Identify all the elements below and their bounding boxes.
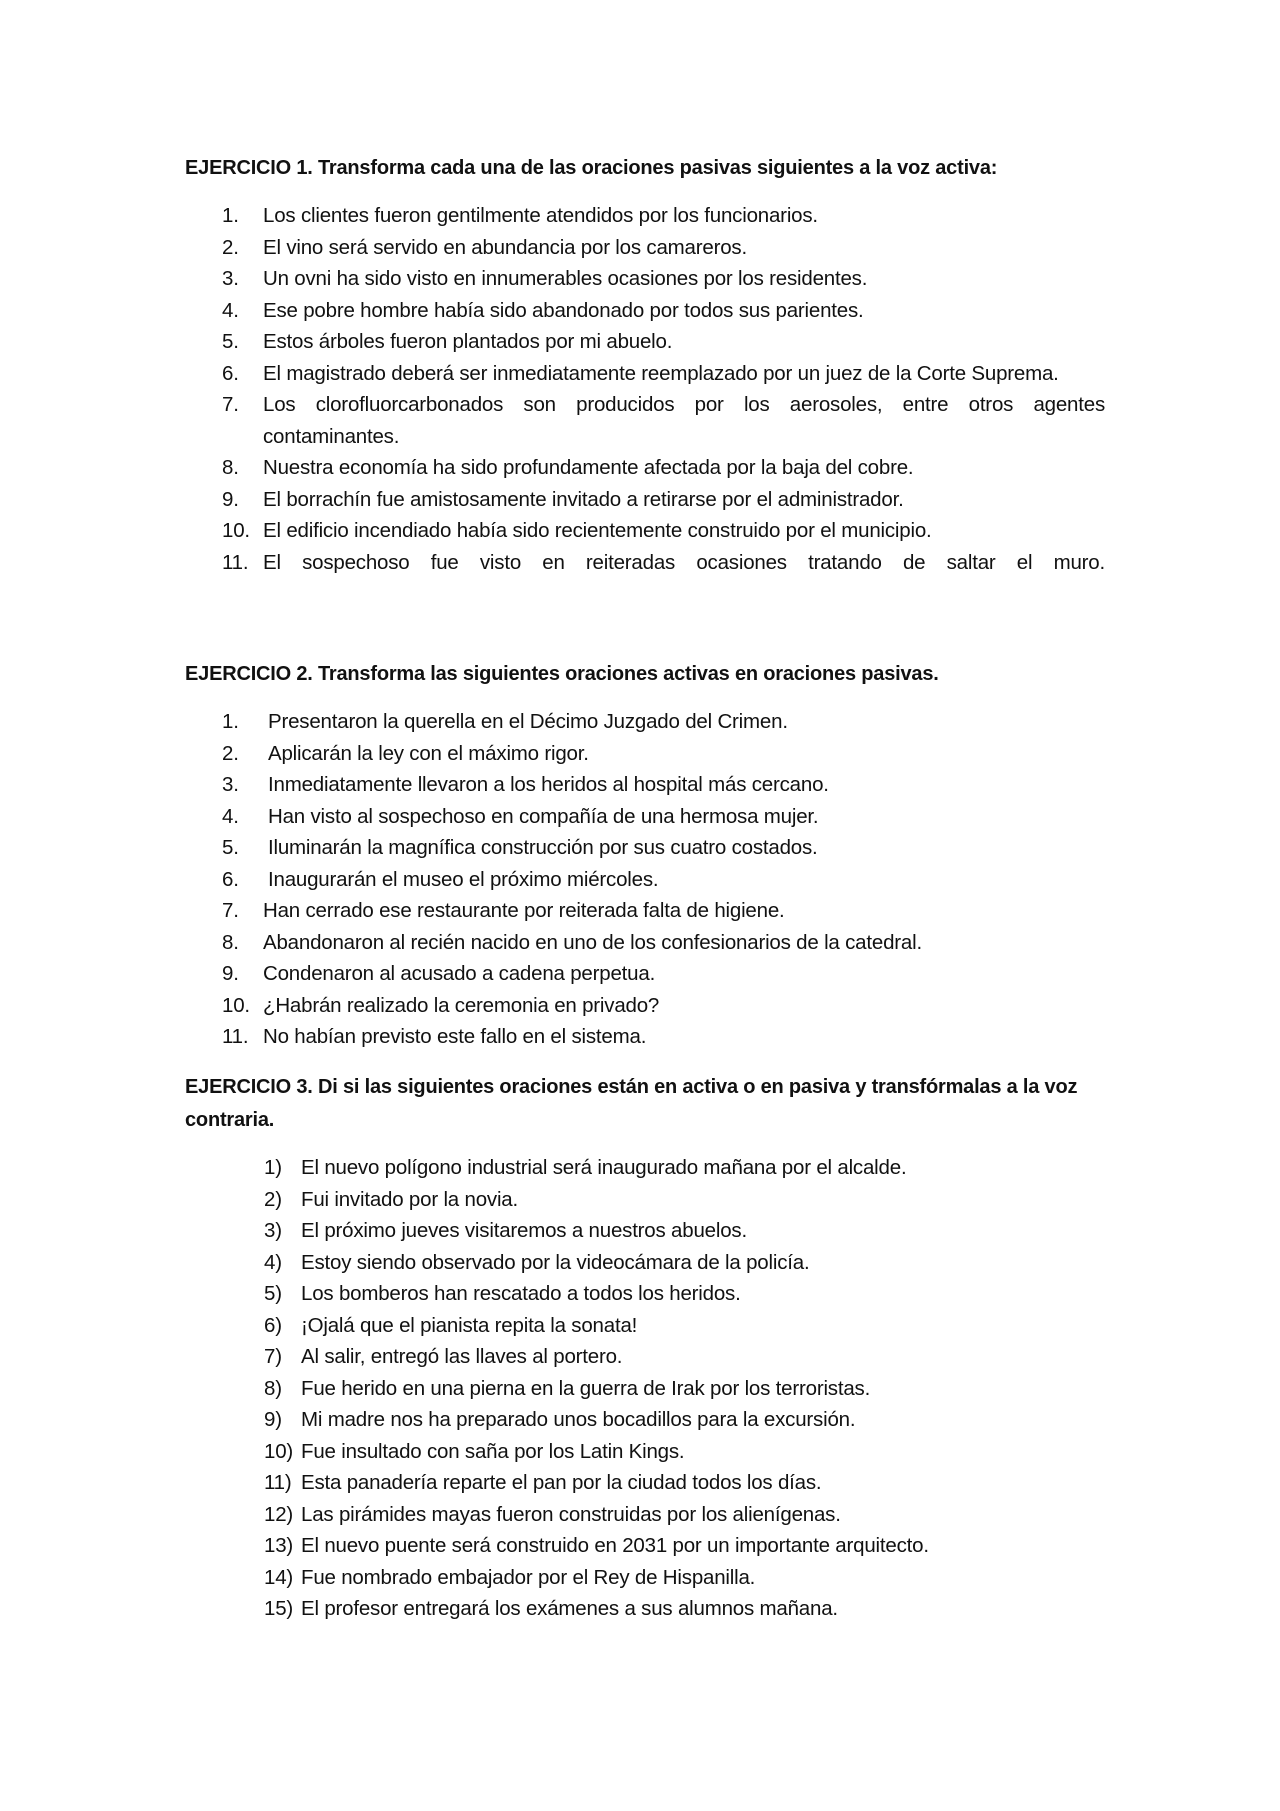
item-number: 1.: [222, 710, 239, 733]
item-number: 4.: [222, 298, 239, 322]
item-text: Esta panadería reparte el pan por la ciudad todos los días.: [301, 1471, 822, 1494]
item-text: Fue nombrado embajador por el Rey de Hispanilla.: [301, 1565, 756, 1589]
item-text: Iluminarán la magnífica construcción por sus cuatro costados.: [268, 836, 818, 859]
list-item: [185, 990, 1105, 1022]
list-item: [185, 1499, 1105, 1531]
item-number: 2.: [222, 741, 239, 765]
item-number: 8.: [222, 456, 239, 479]
list-item: [185, 864, 1105, 896]
item-text: Presentaron la querella en el Décimo Juzgado del Crimen.: [268, 710, 788, 733]
list-item: [185, 515, 1105, 547]
list-item: [185, 1310, 1105, 1342]
item-text: El magistrado deberá ser inmediatamente reemplazado por un juez de la Corte Suprema.: [263, 361, 1059, 385]
item-text: Fui invitado por la novia.: [301, 1187, 519, 1211]
list-item: [185, 484, 1105, 516]
item-number: 11): [264, 1471, 292, 1494]
item-number: 2): [264, 1187, 282, 1211]
item-number: 9.: [222, 487, 239, 511]
item-number: 9.: [222, 962, 239, 985]
list-item: [185, 1184, 1105, 1216]
list-item: [185, 1467, 1105, 1499]
list-item: [185, 801, 1105, 833]
list-item: [185, 1530, 1105, 1562]
item-number: 11.: [222, 1025, 249, 1048]
list-item: [185, 295, 1105, 327]
list-item: [185, 452, 1105, 484]
item-number: 7.: [222, 899, 239, 922]
item-number: 5): [264, 1282, 282, 1305]
exercise-3-heading: EJERCICIO 3. Di si las siguientes oraciones están en activa o en pasiva y transfórmalas a la voz contraria.: [185, 1076, 1078, 1131]
item-text: El nuevo polígono industrial será inaugurado mañana por el alcalde.: [301, 1156, 907, 1179]
item-text: ¿Habrán realizado la ceremonia en privado?: [263, 993, 660, 1017]
list-item: [185, 895, 1105, 927]
item-number: 7): [264, 1345, 282, 1368]
item-number: 13): [264, 1534, 294, 1557]
item-number: 11.: [222, 550, 249, 574]
item-number: 10): [264, 1439, 294, 1463]
item-text: El borrachín fue amistosamente invitado a retirarse por el administrador.: [263, 487, 904, 511]
item-text: Nuestra economía ha sido profundamente afectada por la baja del cobre.: [263, 456, 914, 479]
item-number: 1.: [222, 204, 239, 227]
item-text: No habían previsto este fallo en el sistema.: [263, 1025, 647, 1048]
item-text: El próximo jueves visitaremos a nuestros abuelos.: [301, 1219, 747, 1242]
list-item: [185, 1373, 1105, 1405]
item-number: 6): [264, 1313, 282, 1337]
list-item: [185, 1215, 1105, 1247]
item-text: Fue insultado con saña por los Latin Kings.: [301, 1439, 685, 1463]
list-item: [185, 927, 1105, 959]
list-item: [185, 326, 1105, 358]
list-item: [185, 832, 1105, 864]
item-number: 8): [264, 1376, 282, 1400]
item-text: El vino será servido en abundancia por los camareros.: [263, 235, 747, 259]
item-text: Fue herido en una pierna en la guerra de Irak por los terroristas.: [301, 1376, 871, 1400]
exercise-2-heading: EJERCICIO 2. Transforma las siguientes oraciones activas en oraciones pasivas.: [185, 663, 939, 685]
item-text: Aplicarán la ley con el máximo rigor.: [268, 741, 589, 765]
exercise-1-list: [185, 200, 1105, 578]
list-item: [185, 1341, 1105, 1373]
list-item: [185, 1404, 1105, 1436]
item-text: Mi madre nos ha preparado unos bocadillos para la excursión.: [301, 1408, 856, 1431]
item-text: Estoy siendo observado por la videocámara de la policía.: [301, 1250, 810, 1274]
item-text: Abandonaron al recién nacido en uno de los confesionarios de la catedral.: [263, 930, 922, 954]
list-item: [185, 1562, 1105, 1594]
item-number: 15): [264, 1597, 294, 1620]
item-number: 4.: [222, 804, 239, 828]
item-number: 8.: [222, 930, 239, 954]
item-number: 10.: [222, 519, 250, 542]
item-number: 2.: [222, 235, 239, 259]
item-number: 6.: [222, 867, 239, 891]
list-item: [185, 389, 1105, 452]
item-text: Inaugurarán el museo el próximo miércoles.: [268, 867, 659, 891]
item-number: 3.: [222, 267, 239, 290]
item-text: Los clientes fueron gentilmente atendidos por los funcionarios.: [263, 204, 818, 227]
item-text: Los clorofluorcarbonados son producidos por los aerosoles, entre otros agentes contaminantes.: [263, 393, 1105, 448]
exercise-1: [185, 152, 1105, 578]
item-text: Han cerrado ese restaurante por reiterada falta de higiene.: [263, 899, 785, 922]
list-item: [185, 1247, 1105, 1279]
item-number: 14): [264, 1565, 294, 1589]
item-text: Condenaron al acusado a cadena perpetua.: [263, 962, 656, 985]
exercise-2-list: [185, 706, 1105, 1053]
item-text: El profesor entregará los exámenes a sus alumnos mañana.: [301, 1597, 838, 1620]
item-number: 3.: [222, 773, 239, 796]
item-text: Estos árboles fueron plantados por mi abuelo.: [263, 330, 673, 353]
exercise-3: [185, 1071, 1105, 1625]
item-number: 7.: [222, 393, 239, 416]
item-number: 1): [264, 1156, 282, 1179]
item-text: El edificio incendiado había sido recientemente construido por el municipio.: [263, 519, 932, 542]
list-item: [185, 1152, 1105, 1184]
item-number: 5.: [222, 330, 239, 353]
list-item: [185, 738, 1105, 770]
list-item: [185, 263, 1105, 295]
list-item: [185, 1593, 1105, 1625]
item-text: Ese pobre hombre había sido abandonado por todos sus parientes.: [263, 298, 864, 322]
item-number: 4): [264, 1250, 282, 1274]
list-item: [185, 1436, 1105, 1468]
item-number: 10.: [222, 993, 250, 1017]
item-text: Un ovni ha sido visto en innumerables ocasiones por los residentes.: [263, 267, 868, 290]
item-text: El nuevo puente será construido en 2031 por un importante arquitecto.: [301, 1534, 929, 1557]
exercise-3-list: [185, 1152, 1105, 1625]
item-number: 5.: [222, 836, 239, 859]
list-item: [185, 547, 1105, 579]
list-item: [185, 232, 1105, 264]
list-item: [185, 358, 1105, 390]
exercise-1-heading: EJERCICIO 1. Transforma cada una de las oraciones pasivas siguientes a la voz activa:: [185, 157, 998, 179]
item-number: 12): [264, 1502, 294, 1526]
list-item: [185, 200, 1105, 232]
item-text: El sospechoso fue visto en reiteradas ocasiones tratando de saltar el muro.: [263, 550, 1105, 574]
item-text: Inmediatamente llevaron a los heridos al hospital más cercano.: [268, 773, 829, 796]
list-item: [185, 1278, 1105, 1310]
item-text: Han visto al sospechoso en compañía de una hermosa mujer.: [268, 804, 819, 828]
item-text: ¡Ojalá que el pianista repita la sonata!: [301, 1313, 638, 1337]
list-item: [185, 706, 1105, 738]
list-item: [185, 1021, 1105, 1053]
exercise-2: [185, 658, 1105, 1053]
item-number: 9): [264, 1408, 282, 1431]
item-number: 6.: [222, 361, 239, 385]
item-text: Las pirámides mayas fueron construidas por los alienígenas.: [301, 1502, 841, 1526]
list-item: [185, 769, 1105, 801]
list-item: [185, 958, 1105, 990]
item-number: 3): [264, 1219, 282, 1242]
item-text: Los bomberos han rescatado a todos los heridos.: [301, 1282, 741, 1305]
item-text: Al salir, entregó las llaves al portero.: [301, 1345, 623, 1368]
